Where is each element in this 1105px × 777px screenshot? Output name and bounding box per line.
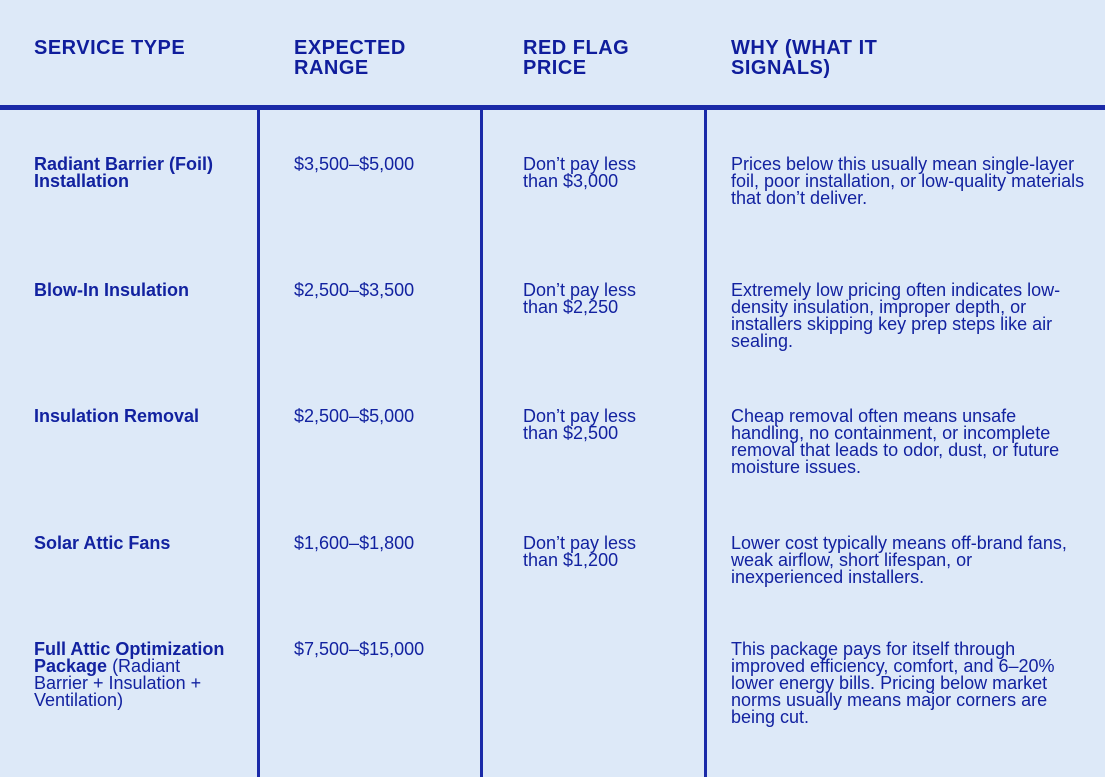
why-cell: Prices below this usually mean single-layer foil, poor installation, or low-quality materials that don’t deliver. [731, 154, 1085, 208]
expected-range-cell: $7,500–$15,000 [294, 639, 425, 659]
why-cell: Lower cost typically means off-brand fans, weak airflow, short lifespan, or inexperienced installers. [731, 533, 1067, 587]
column-divider [480, 110, 483, 777]
expected-range-cell: $2,500–$3,500 [294, 280, 415, 300]
service-name: Insulation Removal [34, 406, 200, 426]
service-name: Blow-In Insulation [34, 280, 189, 300]
column-divider [257, 110, 260, 777]
red-flag-price-cell: Don’t pay less than $1,200 [523, 533, 637, 570]
red-flag-price-cell: Don’t pay less than $2,250 [523, 280, 637, 317]
service-note: (Radiant Barrier + Insulation + Ventilation) [34, 656, 202, 710]
why-cell: Cheap removal often means unsafe handling, no containment, or incomplete removal that leads to odor, dust, or future moisture issues. [731, 406, 1060, 477]
expected-range-cell: $3,500–$5,000 [294, 154, 415, 174]
header-service-type: SERVICE TYPE [34, 37, 186, 59]
service-type-cell [34, 282, 214, 299]
header-expected-range: EXPECTED RANGE [294, 37, 406, 79]
expected-range-cell: $1,600–$1,800 [294, 533, 415, 553]
why-cell: This package pays for itself through improved efficiency, comfort, and 6–20% lower energy bills. Pricing below market norms usually means major corners are being cut. [731, 639, 1055, 727]
service-type-cell [34, 156, 244, 190]
header-red-flag-price: RED FLAG PRICE [523, 37, 630, 79]
service-name: Solar Attic Fans [34, 533, 171, 553]
service-name: Full Attic Optimization Package [34, 639, 225, 676]
service-type-cell [34, 535, 214, 552]
expected-range-cell: $2,500–$5,000 [294, 406, 415, 426]
header-divider [0, 105, 1105, 110]
column-divider [704, 110, 707, 777]
table-header [0, 0, 1105, 105]
service-type-cell [34, 641, 239, 709]
service-name: Radiant Barrier (Foil) Installation [34, 154, 214, 191]
why-cell: Extremely low pricing often indicates low-density insulation, improper depth, or installers skipping key prep steps like air sealing. [731, 280, 1061, 351]
red-flag-price-cell: Don’t pay less than $3,000 [523, 154, 637, 191]
red-flag-price-cell: Don’t pay less than $2,500 [523, 406, 637, 443]
service-type-cell [34, 408, 214, 425]
header-why: WHY (WHAT IT SIGNALS) [731, 37, 878, 79]
